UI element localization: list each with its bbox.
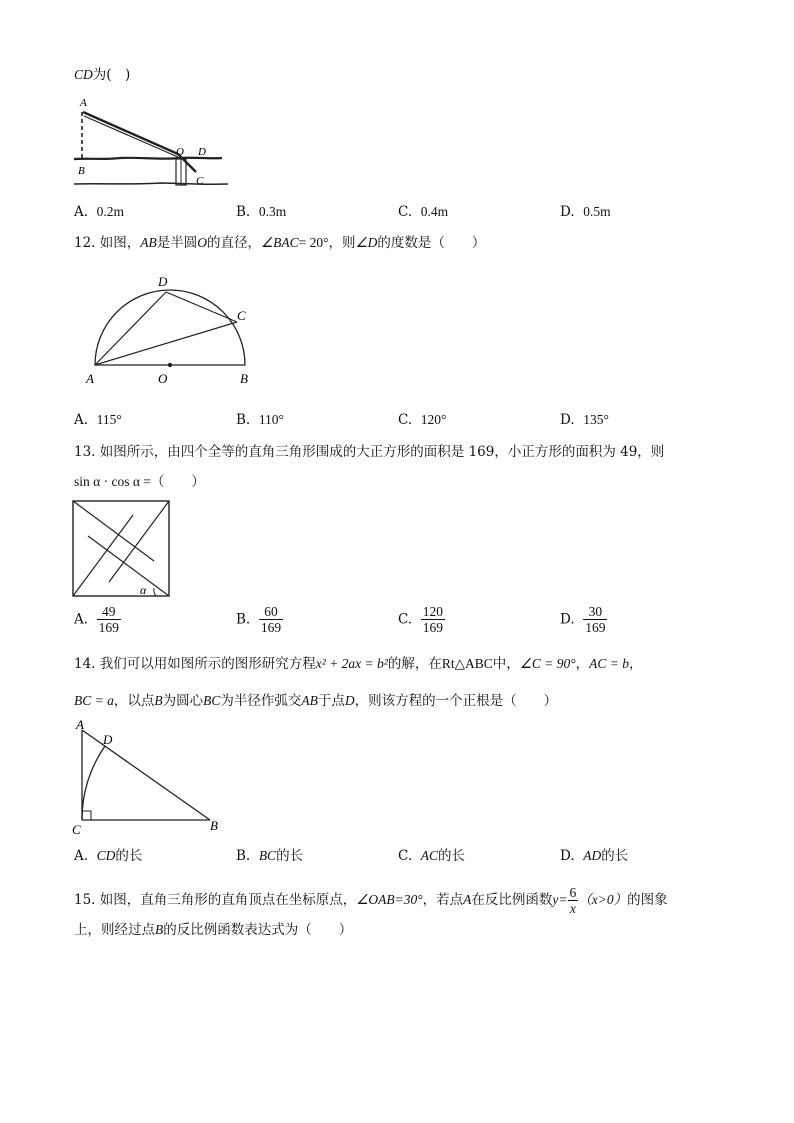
q13-text: 如图所示，由四个全等的直角三角形围成的大正方形的面积是 169，小正方形的面积为 49，则: [99, 444, 665, 460]
q15-stem-line1: [74, 885, 668, 916]
option-var: AD: [583, 848, 602, 863]
q12-var: = 20°: [298, 235, 329, 250]
option-letter: B.: [236, 204, 251, 220]
q14-text: ，则该方程的一个正根是（ ）: [354, 693, 558, 709]
q12-stem: [74, 234, 485, 252]
option-text: 的长: [601, 848, 629, 864]
option-letter: D.: [560, 204, 575, 220]
option-letter: A.: [74, 204, 89, 220]
q14-text: ，: [629, 656, 643, 672]
q12-var: ∠D: [355, 235, 378, 250]
q12-label-d: D: [158, 274, 168, 289]
q13-stem-line1: [74, 443, 664, 461]
q11-label-d: D: [198, 146, 206, 158]
q11-option-d: [560, 203, 611, 221]
q13-number: 13.: [74, 444, 96, 460]
q14-text: 我们可以用如图所示的图形研究方程: [99, 656, 316, 672]
q13-option-c: [398, 604, 445, 635]
q14-text: 为半径作弧交: [220, 693, 302, 709]
q13-label-alpha: α: [140, 583, 147, 597]
q12-label-o: O: [158, 371, 168, 386]
q14-stem-line1: [74, 655, 643, 673]
q15-text: 在反比例函数: [471, 892, 553, 908]
q12-figure: [80, 268, 270, 390]
q14-option-c: [398, 847, 465, 865]
q11-beam-edge: [84, 116, 178, 157]
q12-label-b: B: [240, 371, 248, 386]
q14-var: AB: [301, 693, 318, 708]
q12-var: AB: [140, 235, 157, 250]
option-text: 的长: [438, 848, 465, 864]
q13-line: [73, 501, 154, 561]
q12-text: 如图，: [99, 235, 141, 251]
fraction-denominator: 169: [585, 620, 606, 635]
q14-option-b: [236, 847, 303, 865]
q14-triangle: Rt△ABC: [441, 656, 493, 671]
q11-option-a: [74, 203, 124, 221]
q14-var: D: [344, 693, 355, 708]
option-letter: A.: [74, 611, 89, 628]
q14-condition: ∠C = 90°: [519, 656, 576, 671]
q14-segment-ab: [82, 730, 210, 820]
q13-figure: [72, 500, 172, 598]
q12-var: ∠BAC: [261, 235, 299, 250]
fraction-numerator: 120: [422, 604, 443, 619]
q14-number: 14.: [74, 656, 96, 672]
q15-condition: （x>0）: [578, 892, 628, 907]
option-letter: A.: [74, 848, 89, 864]
option-text: 0.4m: [420, 204, 449, 219]
q14-label-b: B: [210, 818, 218, 833]
q12-text: 的度数是（ ）: [377, 235, 486, 251]
fraction-numerator: 30: [588, 604, 603, 619]
q14-figure: [70, 716, 230, 838]
fraction: [97, 604, 121, 635]
q14-text: 中，: [492, 656, 520, 672]
fraction-denominator: x: [568, 900, 579, 916]
q14-text: 为圆心: [162, 693, 204, 709]
option-letter: C.: [398, 204, 413, 220]
option-letter: A.: [74, 412, 89, 428]
q13-option-a: [74, 604, 121, 635]
q12-option-d: [560, 411, 609, 429]
q12-label-a: A: [86, 371, 94, 386]
q11-figure: [70, 92, 230, 188]
option-letter: C.: [398, 412, 413, 428]
option-text: 0.5m: [583, 204, 611, 219]
q11-stem-tail: 为( ): [92, 67, 131, 83]
q13-stem-line2: [74, 473, 205, 491]
q12-var: O: [197, 235, 208, 250]
option-letter: D.: [560, 848, 575, 864]
q15-number: 15.: [74, 892, 96, 908]
q12-semicircle: [95, 290, 245, 365]
option-text: 135°: [583, 412, 609, 427]
q13-line: [88, 536, 169, 596]
q14-text: ，: [575, 656, 590, 672]
q14-option-a: [74, 847, 142, 865]
q14-text: 于点: [317, 693, 345, 709]
q13-line: [109, 501, 169, 582]
fraction: [259, 604, 283, 635]
q12-option-a: [74, 411, 122, 429]
q15-text: 如图，直角三角形的直角顶点在坐标原点，: [99, 892, 357, 908]
fraction: [583, 604, 607, 635]
q12-center-point: [168, 363, 172, 367]
q11-base-line: [74, 183, 228, 184]
q12-number: 12.: [74, 235, 96, 251]
q12-option-c: [398, 411, 446, 429]
fraction-denominator: 169: [98, 620, 119, 635]
option-var: BC: [258, 848, 277, 863]
option-letter: D.: [560, 611, 575, 628]
option-letter: C.: [398, 848, 413, 864]
q15-text: 的图象: [627, 892, 668, 908]
q13-angle-arc: [154, 588, 156, 596]
q12-option-b: [236, 411, 284, 429]
option-letter: D.: [560, 412, 575, 428]
q13-option-d: [560, 604, 607, 635]
q15-text: 的反比例函数表达式为（ ）: [163, 922, 353, 938]
option-text: 的长: [115, 848, 143, 864]
option-text: 120°: [420, 412, 447, 427]
q14-right-angle-mark: [82, 811, 91, 820]
q12-label-c: C: [237, 308, 246, 323]
q11-beam: [83, 112, 196, 172]
q14-condition: AC = b: [589, 656, 629, 671]
q14-label-d: D: [103, 732, 113, 747]
q11-stem-var: CD: [74, 67, 93, 82]
q13-expression: sin α · cos α =: [74, 474, 151, 489]
q13-line: [73, 515, 133, 596]
q13-big-square: [73, 501, 169, 596]
q12-text: ，则: [328, 235, 356, 251]
fraction-numerator: 49: [102, 604, 116, 619]
option-text: 110°: [258, 412, 284, 427]
q15-angle: ∠OAB=30°: [356, 892, 423, 907]
fraction-numerator: 60: [264, 604, 278, 619]
q11-stem: [74, 66, 130, 84]
q14-var: B: [154, 693, 163, 708]
q12-text: 的直径，: [207, 235, 262, 251]
q15-function-y: y=: [552, 892, 568, 907]
q14-stem-line2: [74, 692, 557, 710]
q14-condition: BC = a: [74, 693, 114, 708]
option-var: AC: [420, 848, 438, 863]
q12-text: 是半圆: [156, 235, 198, 251]
q13-text: （ ）: [150, 474, 205, 490]
q11-label-b: B: [78, 165, 85, 177]
q11-option-b: [236, 203, 286, 221]
q11-label-o: O: [176, 146, 184, 158]
option-var: CD: [96, 848, 116, 863]
q13-option-b: [236, 604, 283, 635]
q14-arc: [82, 746, 105, 820]
option-letter: B.: [236, 848, 251, 864]
q14-option-d: [560, 847, 628, 865]
q14-label-a: A: [76, 717, 84, 732]
option-letter: C.: [398, 611, 413, 628]
q15-stem-line2: [74, 921, 352, 939]
option-text: 0.3m: [258, 204, 287, 219]
q15-fraction: [568, 885, 579, 916]
option-letter: B.: [236, 611, 251, 628]
q11-label-c: C: [196, 175, 204, 187]
q14-text: ，以点: [113, 693, 155, 709]
q14-var: BC: [203, 693, 221, 708]
q11-option-c: [398, 203, 448, 221]
q15-text: 上，则经过点: [74, 922, 155, 938]
q15-var: A: [463, 892, 472, 907]
q11-label-a: A: [80, 97, 87, 109]
q15-text: ，若点: [422, 892, 464, 908]
q15-var: B: [155, 922, 164, 937]
fraction-denominator: 169: [260, 620, 282, 635]
q14-text: 的解，在: [387, 656, 442, 672]
option-text: 115°: [96, 412, 122, 427]
option-text: 的长: [276, 848, 304, 864]
option-text: 0.2m: [96, 204, 125, 219]
fraction: [421, 604, 445, 635]
fraction-numerator: 6: [569, 885, 577, 900]
q14-label-c: C: [72, 822, 81, 837]
fraction-denominator: 169: [422, 620, 443, 635]
option-letter: B.: [236, 412, 251, 428]
q14-equation: x² + 2ax = b²: [315, 656, 388, 671]
